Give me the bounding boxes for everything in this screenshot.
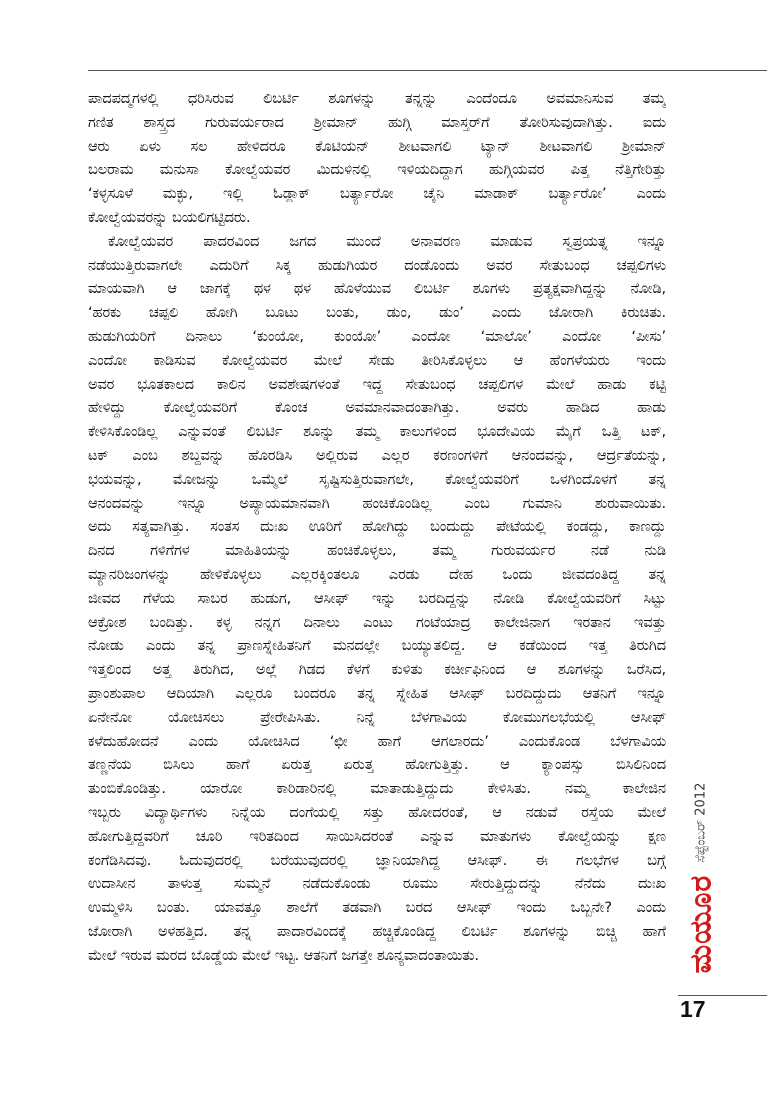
article-line: ‘ಕಳ್ಳಸೂಳೆ ಮಕ್ಳು, ಇಲ್ಲಿ ಓಡ್ಲಾಕ್ ಬರ್ತ್ಯಾರೋ ಚೈನಿ ಮಾಡಾಕ್ ಬರ್ತ್ಯಾರೋ’ ಎಂದು <box>88 186 666 203</box>
top-rule <box>88 70 767 71</box>
article-line: ಆಕ್ರೋಶ ಬಂದಿತ್ತು. ಕಳ್ಳ ನನ್ನಗ ದಿನಾಲು ಎಂಟು ಗಂಟೆಯಾದ್ರ ಕಾಲೇಜಿನಾಗ ಇರತಾನ ಇವತ್ತು <box>88 614 666 631</box>
article-line: ಕೋಲ್ವೆಯವರ ಪಾದರವಿಂದ ಜಗದ ಮುಂದೆ ಅನಾವರಣ ಮಾಡುವ ಸ್ವಪ್ರಯತ್ನ ಇನ್ನೂ <box>108 233 666 250</box>
article-line: ಮಾಯವಾಗಿ ಆ ಜಾಗಕ್ಕೆ ಥಳ ಥಳ ಹೊಳೆಯುವ ಲಿಬರ್ಟಿ ಶೂಗಳು ಪ್ರತ್ಯಕ್ಷವಾಗಿದ್ದನ್ನು ನೋಡಿ, <box>88 281 666 298</box>
page-number: 17 <box>680 996 706 1022</box>
article-line: ಜೋರಾಗಿ ಅಳಹತ್ತಿದ. ತನ್ನ ಪಾದಾರವಿಂದಕ್ಕೆ ಹಚ್ಚಿಕೊಂಡಿದ್ದ ಲಿಬರ್ಟಿ ಶೂಗಳನ್ನು ಬಿಚ್ಚಿ ಹಾಗೆ <box>88 923 666 940</box>
article-line: ಇತ್ತಲಿಂದ ಅತ್ತ ತಿರುಗಿದ, ಅಲ್ಲೆ ಗಿಡದ ಕೆಳಗೆ ಕುಳಿತು ಕರ್ಚೀಫಿನಿಂದ ಆ ಶೂಗಳನ್ನು ಒರೆಸಿದ, <box>88 662 666 679</box>
article-line: ಟಕ್ ಎಂಬ ಶಬ್ದವನ್ನು ಹೊರಡಿಸಿ ಅಲ್ಲಿರುವ ಎಲ್ಲರ ಕರಣಂಗಳಿಗೆ ಆನಂದವನ್ನು, ಆರ್ದ್ರತೆಯನ್ನು, <box>88 447 666 464</box>
article-line: ಆರು ಏಳು ಸಲ ಹೇಳಿದರೂ ಕೊಟಿಯನ್ ಶೀಟವಾಗಲಿ ಟ್ಯಾನ್ ಶೀಟವಾಗಲಿ ಶ್ರೀಮಾನ್ <box>88 138 666 155</box>
article-line: ‘ಹರಕು ಚಪ್ಪಲಿ ಹೋಗಿ ಬೂಟು ಬಂತು, ಡುಂ, ಡುಂ’ ಎಂದು ಜೋರಾಗಿ ಕಿರುಚಿತು. <box>88 305 666 322</box>
article-line: ಜೀವದ ಗೆಳೆಯ ಸಾಬರ ಹುಡುಗ, ಆಸೀಫ್ ಇನ್ನು ಬರದಿದ್ದನ್ನು ನೋಡಿ ಕೋಲ್ವೆಯವರಿಗೆ ಸಿಟ್ಟು <box>88 590 666 607</box>
article-line: ಹೇಳಿದ್ದು ಕೋಲ್ವೆಯವರಿಗೆ ಕೊಂಚ ಅವಮಾನವಾದಂತಾಗಿತ್ತು. ಅವರು ಹಾಡಿದ ಹಾಡು <box>88 400 666 417</box>
article-line: ಪ್ರಾಂಶುಪಾಲ ಆದಿಯಾಗಿ ಎಲ್ಲರೂ ಬಂದರೂ ತನ್ನ ಸ್ನೇಹಿತ ಆಸೀಫ್ ಬರದಿದ್ದುದು ಆತನಿಗೆ ಇನ್ನೂ <box>88 685 666 702</box>
issue-date: ಸೆಪ್ಟೆಂಬರ್ 2012 <box>693 782 709 863</box>
magazine-name: ಮಯೂರ <box>683 874 719 974</box>
article-line: ತುಂಬಿಕೊಂಡಿತ್ತು. ಯಾರೋ ಕಾರಿಡಾರಿನಲ್ಲಿ ಮಾತಾಡುತ್ತಿದ್ದುದು ಕೇಳಿಸಿತು. ನಮ್ಮ ಕಾಲೇಜಿನ <box>88 781 666 798</box>
article-line: ಉದಾಸೀನ ತಾಳುತ್ತ ಸುಮ್ಮನೆ ನಡೆದುಕೊಂಡು ರೂಮು ಸೇರುತ್ತಿದ್ದುದನ್ನು ನೆನೆದು ದುಃಖ <box>88 876 666 893</box>
article-line: ಹುಡುಗಿಯರಿಗೆ ದಿನಾಲು ‘ಕುಂಯೋ, ಕುಂಯೋ’ ಎಂದೋ ‘ಮಾಲೋ’ ಎಂದೋ ‘ಪೀಸು’ <box>88 328 666 345</box>
article-line: ಪಾದಪದ್ಮಗಳಲ್ಲಿ ಧರಿಸಿರುವ ಲಿಬರ್ಟಿ ಶೂಗಳನ್ನು ತನ್ನನ್ನು ಎಂದೆಂದೂ ಅವಮಾನಿಸುವ ತಮ್ಮ <box>88 91 666 107</box>
article-line: ಮೇಲೆ ಇರುವ ಮರದ ಬೊಡ್ಡೆಯ ಮೇಲೆ ಇಟ್ಟ. ಆತನಿಗೆ ಜಗತ್ತೇ ಶೂನ್ಯವಾದಂತಾಯಿತು. <box>88 947 479 964</box>
article-line: ಏನೇನೋ ಯೋಚಿಸಲು ಪ್ರೇರೇಪಿಸಿತು. ನಿನ್ನೆ ಬೆಳಗಾವಿಯ ಕೋಮುಗಲಭೆಯಲ್ಲಿ ಆಸೀಫ್ <box>88 709 666 726</box>
article-body <box>88 88 666 968</box>
article-line: ಬಲರಾಮ ಮನುಸಾ ಕೋಲ್ವೆಯವರ ಮಿದುಳಿನಲ್ಲಿ ಇಳಿಯದಿದ್ದಾಗ ಹುಗ್ಗಿಯವರ ಪಿತ್ತ ನೆತ್ತಿಗೇರಿತ್ತು <box>88 162 666 179</box>
article-line: ಕಂಗೆಡಿಸಿದವು. ಓದುವುದರಲ್ಲಿ ಬರೆಯುವುದರಲ್ಲಿ ಜ್ಞಾನಿಯಾಗಿದ್ದ ಆಸೀಫ್. ಈ ಗಲಭೆಗಳ ಬಗ್ಗೆ <box>88 852 666 869</box>
article-line: ಉಮ್ಮಳಿಸಿ ಬಂತು. ಯಾವತ್ತೂ ಶಾಲೆಗೆ ತಡವಾಗಿ ಬರದ ಆಸೀಫ್ ಇಂದು ಒಬ್ಬನೇ? ಎಂದು <box>88 900 666 917</box>
magazine-side-label <box>680 768 722 988</box>
article-line: ಇಬ್ಬರು ವಿದ್ಯಾರ್ಥಿಗಳು ನಿನ್ನೆಯ ದಂಗೆಯಲ್ಲಿ ಸತ್ತು ಹೋದರಂತೆ, ಆ ನಡುವೆ ರಸ್ತೆಯ ಮೇಲೆ <box>88 804 666 821</box>
article-line: ಅದು ಸತ್ಯವಾಗಿತ್ತು. ಸಂತಸ ದುಃಖ ಊರಿಗೆ ಹೋಗಿದ್ದು ಬಂದುದ್ದು ಪೇಟೆಯಲ್ಲಿ ಕಂಡದ್ದು, ಕಾಣದ್ದು <box>88 519 666 536</box>
article-line: ಕೋಲ್ವೆಯವರನ್ನು ಬಯಲಿಗಟ್ಟಿದರು. <box>88 209 251 226</box>
article-line: ತಣ್ಣನೆಯ ಬಿಸಿಲು ಹಾಗೆ ಏರುತ್ತ ಏರುತ್ತ ಹೋಗುತ್ತಿತ್ತು. ಆ ಕ್ಯಾಂಪಸ್ಸು ಬಿಸಿಲಿನಿಂದ <box>88 757 666 774</box>
article-line: ನಡೆಯುತ್ತಿರುವಾಗಲೇ ಎದುರಿಗೆ ಸಿಕ್ಕ ಹುಡುಗಿಯರ ದಂಡೊಂದು ಅವರ ಸೇತುಬಂಧ ಚಪ್ಪಲಿಗಳು <box>88 257 666 274</box>
article-line: ಅವರ ಭೂತಕಾಲದ ಕಾಲಿನ ಅವಶೇಷಗಳಂತೆ ಇದ್ದ ಸೇತುಬಂಧ ಚಪ್ಪಲಿಗಳ ಮೇಲೆ ಹಾಡು ಕಟ್ಟಿ <box>88 376 666 393</box>
article-line: ಭಯವನ್ನು, ಮೋಜನ್ನು ಒಮ್ಮೆಲೆ ಸೃಷ್ಟಿಸುತ್ತಿರುವಾಗಲೇ, ಕೋಲ್ವೆಯವರಿಗೆ ಒಳಗಿಂದೊಳಗೆ ತನ್ನ <box>88 471 666 488</box>
article-line: ಕಳೆದುಹೋದನೆ ಎಂದು ಯೋಚಿಸಿದ ‘ಛೀ ಹಾಗೆ ಆಗಲಾರದು’ ಎಂದುಕೊಂಡ ಬೆಳಗಾವಿಯ <box>88 733 666 750</box>
article-line: ಆನಂದವನ್ನು ಇನ್ನೂ ಅಪ್ಯಾಯಮಾನವಾಗಿ ಹಂಚಿಕೊಂಡಿಲ್ಲ ಎಂಬ ಗುಮಾನಿ ಶುರುವಾಯಿತು. <box>88 495 666 512</box>
article-line: ದಿನದ ಗಳಿಗೆಗಳ ಮಾಹಿತಿಯನ್ನು ಹಂಚಿಕೊಳ್ಳಲು, ತಮ್ಮ ಗುರುವರ್ಯರ ನಡೆ ನುಡಿ <box>88 543 666 560</box>
article-line: ಮ್ಯಾನರಿಜಂಗಳನ್ನು ಹೇಳಿಕೊಳ್ಳಲು ಎಲ್ಲರಕ್ಕಿಂತಲೂ ಎರಡು ದೇಹ ಒಂದು ಜೀವದಂತಿದ್ದ ತನ್ನ <box>88 566 666 583</box>
article-line: ಕೇಳಿಸಿಕೊಂಡಿಲ್ಲ ಎನ್ನುವಂತೆ ಲಿಬರ್ಟಿ ಶೂನ್ನು ತಮ್ಮ ಕಾಲುಗಳಿಂದ ಭೂದೇವಿಯ ಮೈಗೆ ಒತ್ತಿ ಟಕ್, <box>88 424 666 441</box>
article-line: ಎಂದೋ ಕಾಡಿಸುವ ಕೋಲ್ವೆಯವರ ಮೇಲೆ ಸೇಡು ತೀರಿಸಿಕೊಳ್ಳಲು ಆ ಹೆಂಗಳೆಯರು ಇಂದು <box>88 352 666 369</box>
article-line: ನೋಡು ಎಂದು ತನ್ನ ಪ್ರಾಣಸ್ನೇಹಿತನಿಗೆ ಮನದಲ್ಲೇ ಬಯ್ಯುತಲಿದ್ದ. ಆ ಕಡೆಯಿಂದ ಇತ್ತ ತಿರುಗಿದ <box>88 638 666 655</box>
article-line: ಗಣಿತ ಶಾಸ್ತ್ರದ ಗುರುವರ್ಯರಾದ ಶ್ರೀಮಾನ್ ಹುಗ್ಗಿ ಮಾಸ್ತರ್‌ಗೆ ತೋರಿಸುವುದಾಗಿತ್ತು. ಐದು <box>88 114 666 131</box>
article-line: ಹೋಗುತ್ತಿದ್ದವರಿಗೆ ಚೂರಿ ಇರಿತದಿಂದ ಸಾಯಿಸಿದರಂತೆ ಎನ್ನುವ ಮಾತುಗಳು ಕೋಲ್ವೆಯನ್ನು ಕ್ಷಣ <box>88 828 666 845</box>
